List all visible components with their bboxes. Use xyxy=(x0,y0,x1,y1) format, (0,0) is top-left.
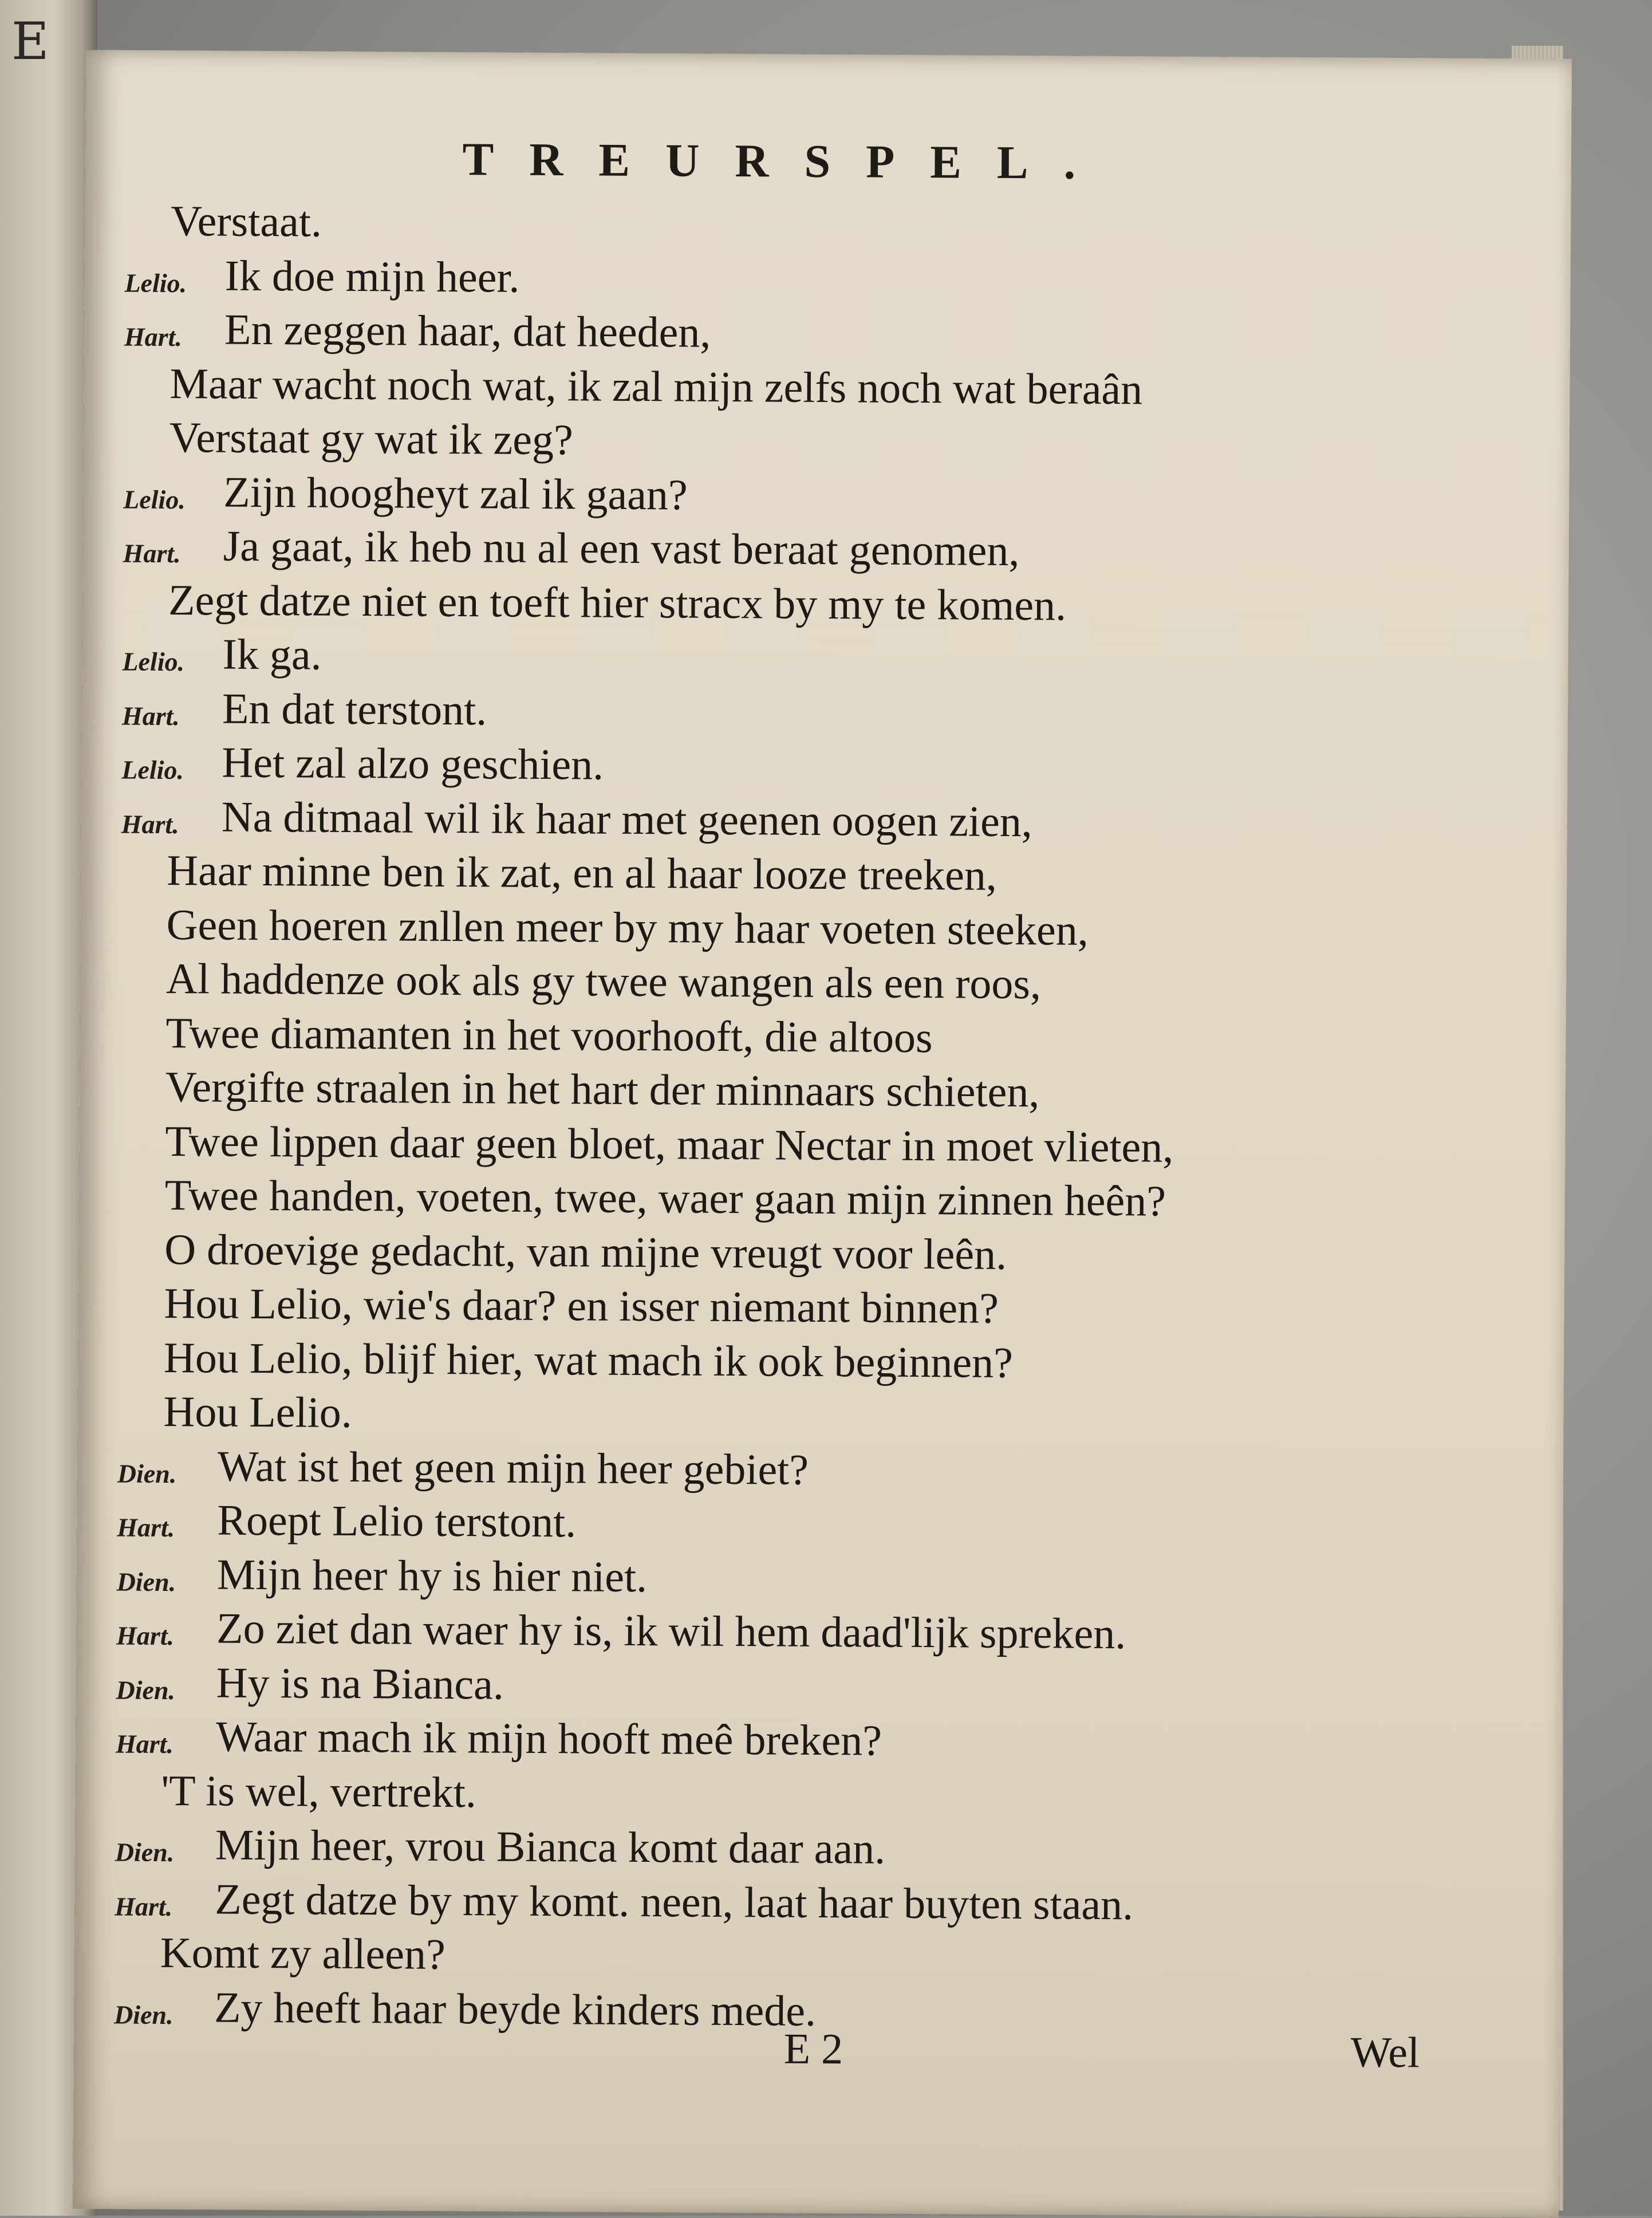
verse-line xyxy=(80,900,1484,961)
verse-text: Twee lippen daar geen bloet, maar Nectar in moet vlieten, xyxy=(165,1117,1174,1172)
speaker-label: Hart. xyxy=(121,700,180,731)
verse-text: Hou Lelio. xyxy=(163,1387,353,1437)
verse-line xyxy=(80,954,1484,1015)
verse-line xyxy=(82,629,1485,690)
verse-line xyxy=(79,1170,1483,1231)
verse-text: Ik doe mijn heer. xyxy=(224,251,520,302)
verse-line xyxy=(76,1549,1480,1610)
speaker-label: Lelio. xyxy=(121,755,184,785)
verse-text: Haar minne ben ik zat, en al haar looze treeken, xyxy=(167,846,997,900)
speaker-label: Hart. xyxy=(124,322,183,352)
verse-text: Na ditmaal wil ik haar met geenen oogen zien, xyxy=(221,793,1033,846)
verse-line xyxy=(78,1333,1481,1394)
verse-line xyxy=(84,358,1487,420)
verse-line xyxy=(75,1819,1478,1881)
verse-line xyxy=(77,1495,1480,1556)
verse-text: Mijn heer, vrou Bianca komt daar aan. xyxy=(215,1821,886,1873)
running-header: TREURSPEL. xyxy=(462,133,1111,190)
verse-text: Zegt datze niet en toeft hier stracx by my te komen. xyxy=(168,576,1067,630)
verse-text: En dat terstont. xyxy=(222,684,487,734)
book-page xyxy=(73,50,1572,2218)
verse-text: Maar wacht noch wat, ik zal mijn zelfs noch wat beraân xyxy=(169,359,1143,413)
verse-text: Verstaat. xyxy=(170,196,322,246)
verse-text: Al haddenze ook als gy twee wangen als een roos, xyxy=(165,954,1042,1008)
verse-text: 'T is wel, vertrekt. xyxy=(161,1766,477,1817)
speaker-label: Dien. xyxy=(116,1566,176,1597)
verse-line xyxy=(76,1657,1479,1719)
verse-text: Geen hoeren znllen meer by my haar voeten steeken, xyxy=(166,900,1089,955)
verse-text: Ja gaat, ik heb nu al een vast beraat genomen, xyxy=(223,522,1020,576)
verse-line xyxy=(76,1711,1479,1772)
facing-page-letter: E xyxy=(11,11,49,72)
verse-line xyxy=(81,737,1485,798)
verse-text: En zeggen haar, dat heeden, xyxy=(224,305,711,357)
speaker-label: Dien. xyxy=(115,1837,175,1868)
verse-line xyxy=(74,1982,1477,2043)
speaker-label: Lelio. xyxy=(123,484,186,514)
verse-text: Ik ga. xyxy=(222,630,322,679)
verse-text: Hy is na Bianca. xyxy=(216,1658,504,1709)
verse-line xyxy=(75,1766,1478,1827)
verse-text: Twee diamanten in het voorhooft, die altoos xyxy=(165,1008,933,1062)
speaker-label: Lelio. xyxy=(124,267,187,298)
verse-line xyxy=(81,845,1484,907)
verse-text: Waar mach ik mijn hooft meê breken? xyxy=(215,1712,882,1765)
verse-text: Mijn heer hy is hier niet. xyxy=(216,1550,648,1601)
verse-line xyxy=(74,1874,1478,1935)
verse-line xyxy=(76,1603,1480,1664)
speaker-label: Dien. xyxy=(113,1999,174,2030)
speaker-label: Hart. xyxy=(123,538,181,569)
verse-line xyxy=(84,412,1487,474)
speaker-label: Hart. xyxy=(115,1891,173,1921)
verse-line xyxy=(83,467,1487,528)
verse-line xyxy=(84,250,1488,312)
speaker-label: Lelio. xyxy=(122,647,185,677)
speaker-label: Hart. xyxy=(121,809,179,839)
verse-line xyxy=(77,1441,1481,1502)
catchword: Wel xyxy=(1350,2028,1420,2077)
verse-line xyxy=(74,1928,1477,1989)
verse-line xyxy=(84,304,1488,365)
verse-line xyxy=(80,1062,1483,1123)
verse-text: Zy heeft haar beyde kinders mede. xyxy=(214,1983,817,2035)
verse-text: Roept Lelio terstont. xyxy=(217,1496,577,1547)
speaker-label: Dien. xyxy=(117,1458,177,1488)
verse-text: Zo ziet dan waer hy is, ik wil hem daad'lijk spreken. xyxy=(216,1604,1126,1658)
verse-text: Hou Lelio, wie's daar? en isser niemant binnen? xyxy=(164,1279,999,1333)
speaker-label: Hart. xyxy=(115,1729,174,1759)
verse-line xyxy=(82,683,1485,744)
verse-line xyxy=(85,196,1488,257)
verse-text: Het zal alzo geschien. xyxy=(222,738,604,789)
verse-text: Wat ist het geen mijn heer gebiet? xyxy=(217,1442,809,1494)
verse-line xyxy=(79,1116,1483,1177)
verse-text: Komt zy alleen? xyxy=(160,1928,445,1979)
verse-text: Verstaat gy wat ik zeg? xyxy=(169,413,573,464)
verse-text: Hou Lelio, blijf hier, wat mach ik ook beginnen? xyxy=(163,1333,1014,1387)
verse-text: Zijn hoogheyt zal ik gaan? xyxy=(223,468,688,519)
speaker-label: Dien. xyxy=(116,1675,176,1705)
speaker-label: Hart. xyxy=(116,1621,175,1651)
speaker-label: Hart. xyxy=(117,1512,175,1543)
verse-line xyxy=(78,1224,1482,1286)
verse-text: O droevige gedacht, van mijne vreugt voor leên. xyxy=(164,1225,1007,1279)
verse-text: Twee handen, voeten, twee, waer gaan mijn zinnen heên? xyxy=(164,1171,1166,1226)
verse-text: Vergifte straalen in het hart der minnaars schieten, xyxy=(165,1062,1040,1117)
verse-line xyxy=(82,575,1486,636)
verse-text: Zegt datze by my komt. neen, laat haar buyten staan. xyxy=(215,1875,1134,1929)
verse-line xyxy=(78,1278,1481,1340)
verse-line xyxy=(80,1008,1483,1069)
verse-line xyxy=(77,1386,1481,1448)
verse-line xyxy=(81,791,1485,853)
page-signature: E 2 xyxy=(783,2024,843,2074)
verse-line xyxy=(82,521,1486,582)
